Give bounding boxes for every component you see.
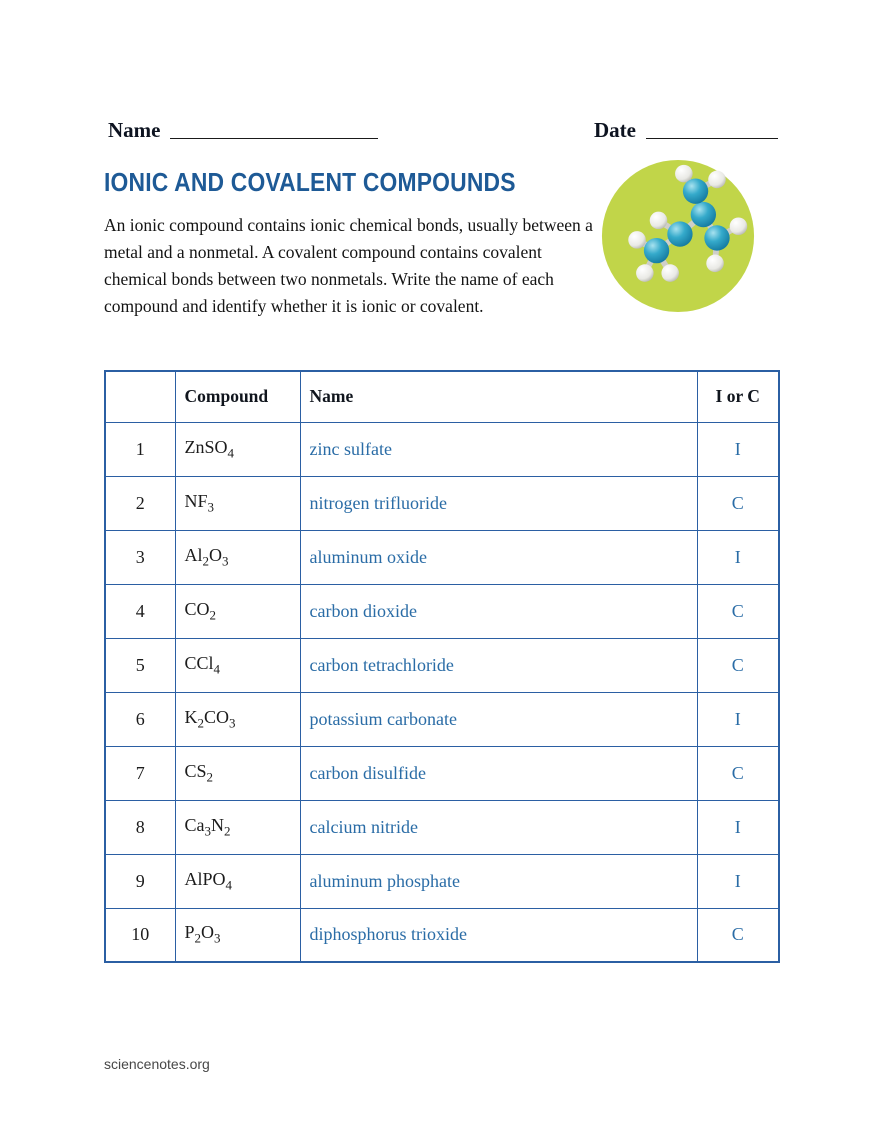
compound-formula: AlPO$_4$ (175, 854, 300, 908)
ionic-covalent-answer: C (697, 476, 779, 530)
compound-formula: $CO_2$ (175, 584, 300, 638)
table-row (105, 908, 779, 962)
name-label: Name (108, 118, 161, 142)
header-row (105, 371, 779, 422)
compound-formula: $K_2CO_3$ (175, 692, 300, 746)
table-row (105, 746, 779, 800)
compounds-table (104, 370, 780, 963)
table-row (105, 530, 779, 584)
compound-name-answer: diphosphorus trioxide (300, 908, 697, 962)
table-row (105, 800, 779, 854)
name-blank-line (170, 138, 378, 139)
ionic-covalent-answer: I (697, 530, 779, 584)
name-field (108, 118, 378, 143)
row-number: 5 (105, 638, 175, 692)
table-row (105, 692, 779, 746)
table-row (105, 584, 779, 638)
compound-formula: $CS_2$ (175, 746, 300, 800)
compound-name-answer: carbon tetrachloride (300, 638, 697, 692)
ionic-covalent-answer: C (697, 638, 779, 692)
row-number: 6 (105, 692, 175, 746)
ionic-covalent-answer: I (697, 854, 779, 908)
compound-name-answer: zinc sulfate (300, 422, 697, 476)
compounds-table-header (105, 371, 779, 422)
compound-name-answer: calcium nitride (300, 800, 697, 854)
compound-name-answer: potassium carbonate (300, 692, 697, 746)
ionic-covalent-answer: I (697, 692, 779, 746)
compound-formula: CCl$_4$ (175, 638, 300, 692)
row-number: 1 (105, 422, 175, 476)
col-header-number (105, 371, 175, 422)
name-date-row (104, 118, 778, 143)
table-row (105, 854, 779, 908)
row-number: 7 (105, 746, 175, 800)
page-title: IONIC AND COVALENT COMPOUNDS (104, 167, 516, 197)
col-header-ioc: I or C (697, 371, 779, 422)
col-header-compound: Compound (175, 371, 300, 422)
compound-name-answer: carbon disulfide (300, 746, 697, 800)
ionic-covalent-answer: C (697, 584, 779, 638)
compound-formula: $Ca_3N_2$ (175, 800, 300, 854)
table-row (105, 476, 779, 530)
table-row (105, 422, 779, 476)
row-number: 9 (105, 854, 175, 908)
date-blank-line (646, 138, 778, 139)
ionic-covalent-answer: C (697, 746, 779, 800)
compound-name-answer: aluminum phosphate (300, 854, 697, 908)
date-label: Date (594, 118, 636, 142)
compound-formula: ZnSO$_4$ (175, 422, 300, 476)
ionic-covalent-answer: I (697, 422, 779, 476)
ionic-covalent-answer: I (697, 800, 779, 854)
compound-name-answer: aluminum oxide (300, 530, 697, 584)
compound-formula: $NF_3$ (175, 476, 300, 530)
footer-text: sciencenotes.org (104, 1056, 210, 1072)
table-row (105, 638, 779, 692)
row-number: 3 (105, 530, 175, 584)
compound-table-body (105, 422, 779, 962)
molecule-image (600, 158, 756, 314)
row-number: 8 (105, 800, 175, 854)
row-number: 4 (105, 584, 175, 638)
row-number: 10 (105, 908, 175, 962)
ionic-covalent-answer: C (697, 908, 779, 962)
compound-name-answer: nitrogen trifluoride (300, 476, 697, 530)
compound-formula: $Al_2O_3$ (175, 530, 300, 584)
row-number: 2 (105, 476, 175, 530)
intro-text: An ionic compound contains ionic chemical bonds, usually between a metal and a nonmetal. A covalent compound contains covalent chemical bonds between two nonmetals. Write the name of each compound and identify whether it is ionic or covalent. (104, 215, 593, 316)
compound-formula: $P_2O_3$ (175, 908, 300, 962)
compound-name-answer: carbon dioxide (300, 584, 697, 638)
col-header-name: Name (300, 371, 697, 422)
date-field (594, 118, 778, 143)
